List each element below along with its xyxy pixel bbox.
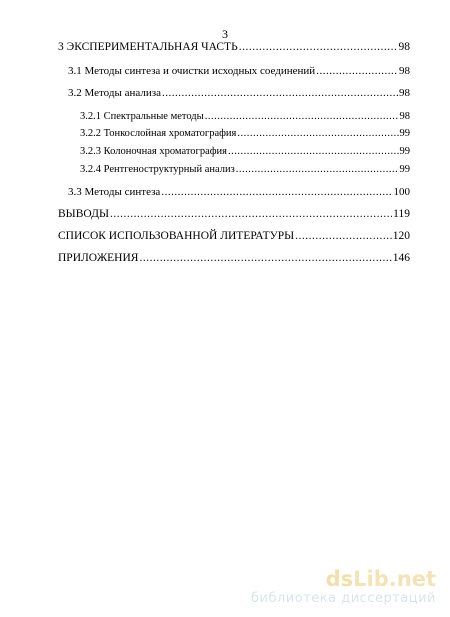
toc-leader-dots [205,110,399,123]
toc-entry-page: 100 [393,186,410,198]
toc-entry[interactable] [80,163,410,176]
toc-leader-dots [139,252,391,265]
toc-leader-dots [110,208,392,221]
toc-entry[interactable] [68,186,410,199]
toc-entry[interactable] [58,41,410,54]
toc-entry-title: ПРИЛОЖЕНИЯ [58,252,139,264]
toc-entry[interactable] [80,145,410,158]
toc-entry-title: ВЫВОДЫ [58,208,109,220]
dslib-logo [251,567,436,591]
toc-leader-dots [237,127,398,140]
toc-entry-title: 3.1 Методы синтеза и очистки исходных соединений [68,65,316,77]
toc-leader-dots [161,186,392,199]
toc-entry-title: 3.2.1 Спектральные методы [80,111,204,122]
toc-entry[interactable] [58,230,410,243]
toc-entry-page: 99 [399,128,410,139]
toc-entry-title: 3 ЭКСПЕРИМЕНТАЛЬНАЯ ЧАСТЬ [58,41,238,53]
toc-entry[interactable] [58,208,410,221]
toc-entry-page: 120 [392,230,410,242]
toc-leader-dots [316,65,398,78]
toc-leader-dots [236,163,399,176]
toc-entry-page: 99 [399,164,410,175]
toc-entry[interactable] [80,110,410,123]
dslib-logo-prefix: ds [325,567,354,591]
toc-entry-title: 3.2 Методы анализа [68,87,161,99]
toc-entry[interactable] [58,252,410,265]
toc-entry[interactable] [68,65,410,78]
toc-entry-page: 98 [399,111,410,122]
page-number: 3 [222,27,228,41]
toc-entry[interactable] [80,127,410,140]
toc-entry-page: 119 [393,208,410,220]
toc-leader-dots [162,87,398,100]
toc-entry-title: 3.2.4 Рентгеноструктурный анализ [80,164,235,175]
toc-entry-title: 3.3 Методы синтеза [68,186,161,198]
toc-leader-dots [239,41,398,54]
toc-entry-page: 98 [399,65,410,77]
toc-entry-page: 98 [399,87,410,99]
toc-leader-dots [295,230,392,243]
toc-entry-page: 98 [398,41,410,53]
dslib-watermark [251,567,436,607]
dslib-tagline: библиотека диссертаций [251,591,436,606]
toc-entry-title: 3.2.3 Колоночная хроматография [80,146,227,157]
dslib-logo-rest: Lib.net [353,567,436,591]
toc-entry-page: 146 [392,252,410,264]
toc-entry[interactable] [68,87,410,100]
toc-entry-title: СПИСОК ИСПОЛЬЗОВАННОЙ ЛИТЕРАТУРЫ [58,230,295,242]
toc-entry-page: 99 [399,146,410,157]
toc-entry-title: 3.2.2 Тонкослойная хроматография [80,128,237,139]
toc-leader-dots [228,145,399,158]
